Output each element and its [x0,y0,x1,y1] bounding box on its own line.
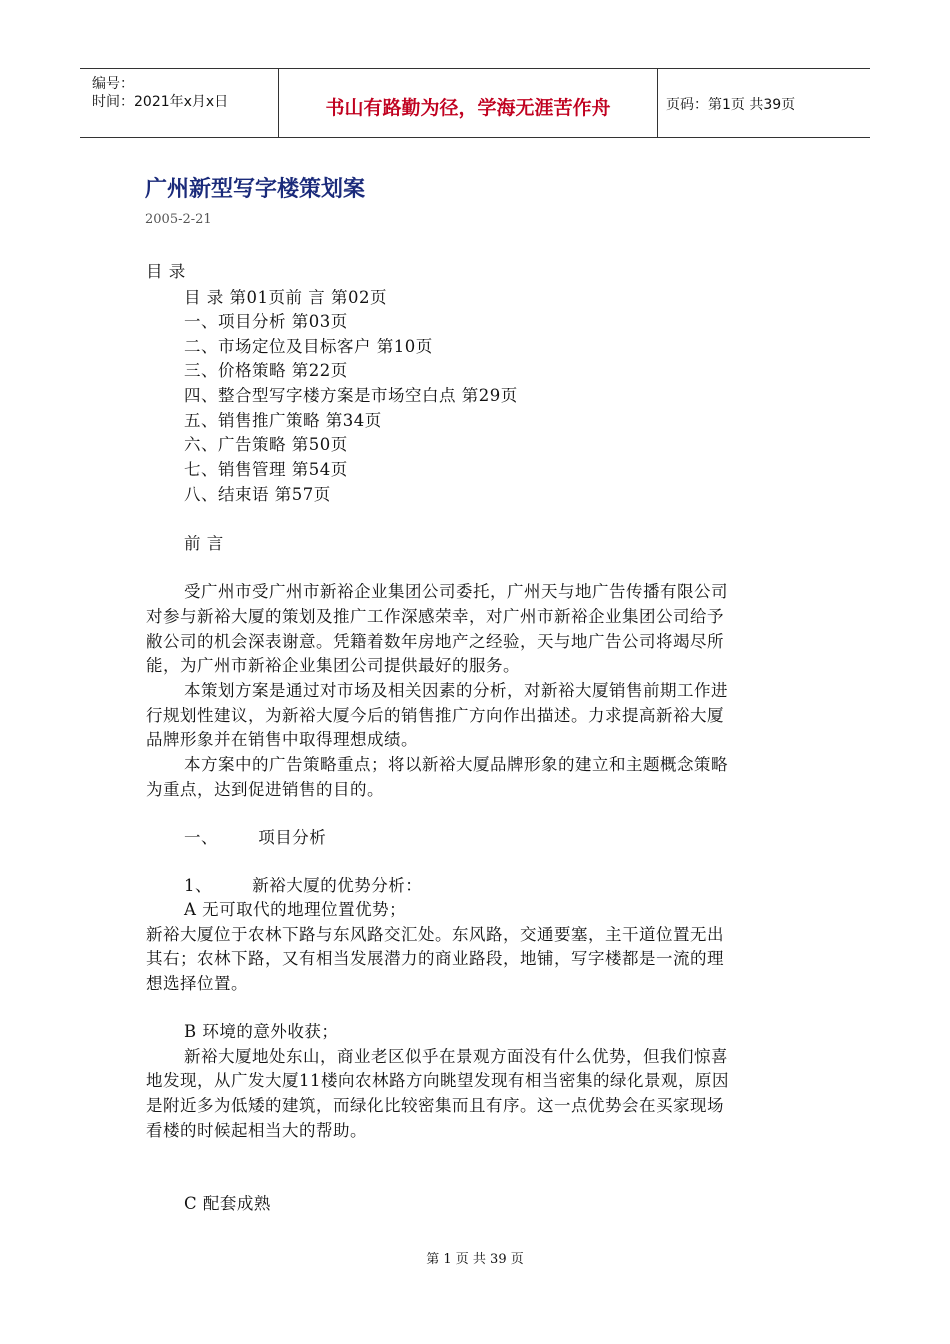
document-title: 广州新型写字楼策划案 [145,177,366,202]
paragraph-line: 其右；农林下路，又有相当发展潜力的商业路段，地铺，写字楼都是一流的理 [146,949,724,968]
paragraph-line: 能，为广州市新裕企业集团公司提供最好的服务。 [146,656,520,675]
toc-item: 一、项目分析 第03页 [184,312,348,331]
toc-item: 目 录 第01页前 言 第02页 [184,288,387,307]
motto-text: 书山有路勤为径，学海无涯苦作舟 [325,97,611,119]
paragraph-line: 受广州市受广州市新裕企业集团公司委托，广州天与地广告传播有限公司 [184,582,728,601]
point-heading: C 配套成熟 [184,1194,271,1213]
paragraph-line: 本策划方案是通过对市场及相关因素的分析，对新裕大厦销售前期工作进 [184,681,728,700]
section-heading: 一、 项目分析 [184,828,327,847]
toc-item: 七、销售管理 第54页 [184,460,348,479]
toc-item: 六、广告策略 第50页 [184,435,348,454]
paragraph-line: 本方案中的广告策略重点；将以新裕大厦品牌形象的建立和主题概念策略 [184,755,728,774]
toc-item: 八、结束语 第57页 [184,485,331,504]
toc-item: 二、市场定位及目标客户 第10页 [184,337,433,356]
header-page-cell [658,69,870,137]
number-label: 编号： [92,76,134,92]
page-header [80,68,870,138]
subsection-heading: 1、 新裕大厦的优势分析： [184,876,423,895]
toc-item: 五、销售推广策略 第34页 [184,411,382,430]
paragraph-line: 行规划性建议，为新裕大厦今后的销售推广方向作出描述。力求提高新裕大厦 [146,706,724,725]
page-footer: 第 1 页 共 39 页 [426,1252,524,1267]
paragraph-line: 品牌形象并在销售中取得理想成绩。 [146,730,418,749]
paragraph-line: 为重点，达到促进销售的目的。 [146,780,384,799]
paragraph-line: 敝公司的机会深表谢意。凭籍着数年房地产之经验，天与地广告公司将竭尽所 [146,632,724,651]
header-motto-cell [279,69,658,137]
toc-heading: 目 录 [146,262,186,281]
header-meta [80,69,279,137]
toc-item: 三、价格策略 第22页 [184,361,348,380]
paragraph-line: 新裕大厦位于农林下路与东风路交汇处。东风路，交通要塞，主干道位置无出 [146,925,724,944]
point-heading: B 环境的意外收获； [184,1022,339,1041]
paragraph-line: 地发现，从广发大厦11楼向农林路方向眺望发现有相当密集的绿化景观，原因 [146,1071,729,1090]
preface-heading: 前 言 [184,534,224,553]
paragraph-line: 想选择位置。 [146,974,248,993]
time-label: 时间：2021年x月x日 [92,94,229,110]
document-date: 2005-2-21 [145,212,212,227]
point-heading: A 无可取代的地理位置优势； [184,900,407,919]
paragraph-line: 对参与新裕大厦的策划及推广工作深感荣幸，对广州市新裕企业集团公司给予 [146,607,724,626]
paragraph-line: 是附近多为低矮的建筑，而绿化比较密集而且有序。这一点优势会在买家现场 [146,1096,724,1115]
toc-item: 四、整合型写字楼方案是市场空白点 第29页 [184,386,518,405]
page-info: 页码：第1页 共39页 [666,97,796,113]
paragraph-line: 新裕大厦地处东山，商业老区似乎在景观方面没有什么优势，但我们惊喜 [184,1047,728,1066]
paragraph-line: 看楼的时候起相当大的帮助。 [146,1121,367,1140]
